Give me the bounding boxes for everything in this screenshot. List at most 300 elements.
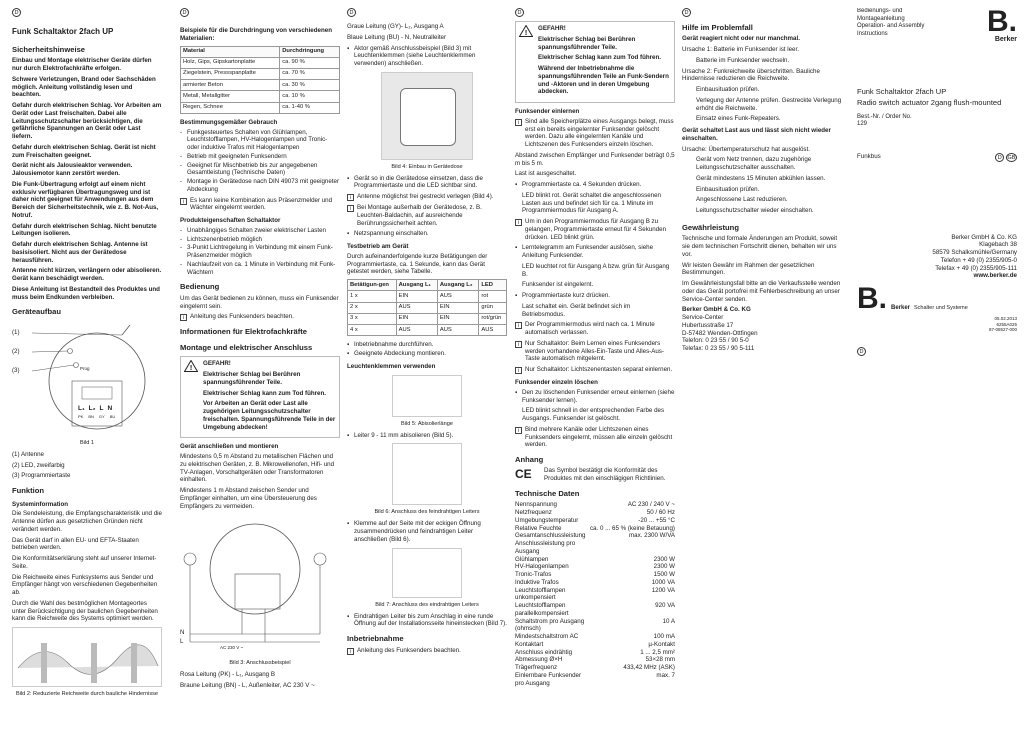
tech-data-heading: Technische Daten <box>515 488 580 498</box>
info-icon: i <box>347 648 354 655</box>
connect-text: Mindestens 0,5 m Abstand zu metallischen Flächen und zu elektrischen Geräten, z. B. Mikrowellenofen, Hifi- und TV-Anlagen, Vorschaltgeräten oder Transformatoren einhalten. <box>180 453 335 484</box>
system-info-text: Die Konformitätserklärung steht auf unserer Internet-Seite. <box>12 555 157 570</box>
figure-2-caption: Bild 2: Reduzierte Reichweite durch bauliche Hindernisse <box>15 691 159 698</box>
wire-desc: Braune Leitung (BN) - L, Außenleiter, AC 230 V ~ <box>180 682 315 690</box>
address-line: Klagebach 38 <box>979 241 1017 249</box>
cell: ca. 10 % <box>280 91 340 102</box>
figure-7-caption: Bild 7: Anschluss des eindrahtigen Leiters <box>375 601 479 608</box>
cell: AUS <box>479 325 507 336</box>
tech-data-table <box>515 501 675 687</box>
info-note <box>515 426 675 449</box>
danger-text: Elektrischer Schlag bei Berühren spannungsführender Teile. <box>203 371 301 386</box>
wire-label-l: L <box>180 638 184 646</box>
mounting-heading: Montage und elektrischer Anschluss <box>180 342 313 352</box>
voltage-label: AC 230 V ~ <box>220 645 244 651</box>
safety-note: Gefahr durch elektrischen Schlag. Gerät ist nicht zum Freischalten geeignet. <box>12 143 156 159</box>
info-note <box>180 197 340 213</box>
safety-note: Diese Anleitung ist Bestandteil des Produktes und muss beim Endkunden verbleiben. <box>12 285 160 301</box>
danger-text: Elektrischer Schlag kann zum Tod führen. <box>203 389 326 397</box>
tech-value: -20 ... +55 °C <box>638 516 675 524</box>
terminal-l1: L₁ <box>78 404 85 412</box>
figure-5-strip <box>392 375 462 417</box>
cell: EIN <box>437 313 478 324</box>
cell: AUS <box>437 291 478 302</box>
tech-value: max. 2300 W/VA <box>629 532 675 540</box>
tech-value: 2300 W <box>653 563 675 571</box>
connect-text: Mindestens 1 m Abstand zwischen Sender und Empfänger einhalten, um eine Übersteuerung des Empfängers zu vermeiden. <box>180 487 317 510</box>
table-row <box>348 291 507 302</box>
connect-heading: Gerät anschließen und montieren <box>180 443 279 451</box>
fix: Angeschlossene Last reduzieren. <box>696 196 788 204</box>
language-d-icon: D <box>682 8 691 17</box>
funkbus-label: Funkbus <box>857 152 881 160</box>
danger-title: GEFAHR! <box>203 360 231 368</box>
list-item: - Nachlaufzeit von ca. 1 Minute in Verbindung mit Funk-Wächtern <box>180 261 340 277</box>
cause: Ursache 1: Batterie im Funksender ist leer. <box>682 46 799 54</box>
note-text: Sind alle Speicherplätze eines Ausgangs belegt, muss erst ein bereits eingelernter Funksender gelöscht werden. Dazu alle eingelernten Kanäle und Lichtszenen des Funksenders einzeln löschen. <box>525 117 674 148</box>
warranty-heading: Gewährleistung <box>682 222 739 232</box>
step-list <box>347 341 507 358</box>
safety-notes <box>12 57 162 301</box>
danger-title: GEFAHR! <box>538 25 566 32</box>
fix: Leitungsschutzschalter wieder einschalten. <box>696 207 814 215</box>
address-line: Telefax: 0 23 55 / 90 5-111 <box>682 345 755 353</box>
callout-prog: (3) <box>12 366 20 374</box>
legend-item: (2) LED, zweifarbig <box>12 461 65 469</box>
test-text: Durch aufeinanderfolgende kurze Betätigungen der Programmiertaste, ca. 1 Sekunde, kann das Gerät getestet werden, siehe Tabelle. <box>347 252 488 276</box>
step-list <box>347 432 507 440</box>
info-icon: i <box>515 427 522 434</box>
column-1 <box>12 8 162 726</box>
tech-label: Trägerfrequenz <box>515 664 558 672</box>
table-row <box>348 302 507 313</box>
table-header: Ausgang L₁ <box>396 280 437 291</box>
fix: Batterie im Funksender wechseln. <box>696 56 790 64</box>
list-item: - Geeignet für Mischbetrieb bis zur angegebenen Gesamtleistung (Technische Daten) <box>180 162 340 178</box>
cause: Ursache 2: Funkreichweite überschritten. Bauliche Hindernisse reduzieren die Reichweite. <box>682 67 820 83</box>
fix: Einbausituation prüfen. <box>696 185 760 193</box>
color-bn: BN <box>88 413 94 419</box>
step: ▪ Klemme auf der Seite mit der eckigen Öffnung zusammendrücken und feindrahtigen Leiter anschließen (Bild 6). <box>347 520 507 543</box>
terminals-heading: Leuchtenklemmen verwenden <box>347 362 436 370</box>
svg-text:!: ! <box>189 365 193 373</box>
cell: rot/grün <box>479 313 507 324</box>
intended-use-list <box>180 129 340 194</box>
terminal-l: L <box>99 404 104 412</box>
note-text: Bind mehrere Kanäle oder Lichtszenen eines Funksenders eingelernt, müssen alle einzeln gelöscht werden. <box>525 425 673 449</box>
info-note <box>180 313 340 321</box>
step-list <box>347 520 507 543</box>
properties-heading: Produkteigenschaften Schaltaktor <box>180 217 281 225</box>
note-text: Es kann keine Kombination aus Präsenzmelder und Wächter eingelernt werden. <box>190 196 333 212</box>
doc-title: Funk Schaltaktor 2fach UP <box>12 27 114 36</box>
product-info <box>857 87 1017 129</box>
system-info-text: Das Gerät darf in allen EU- und EFTA-Staaten betrieben werden. <box>12 536 139 552</box>
tech-label: Umgebungstemperatur <box>515 516 579 524</box>
funkbus-row <box>857 153 1017 162</box>
cell: Holz, Gips, Gipskartonplatte <box>181 57 280 68</box>
legend-item: (3) Programmiertaste <box>12 472 71 480</box>
cell: AUS <box>396 302 437 313</box>
color-bu: BU <box>109 413 116 419</box>
materials-table <box>180 46 340 114</box>
cell: grün <box>479 302 507 313</box>
table-row <box>348 325 507 336</box>
intended-use-heading: Bestimmungsgemäßer Gebrauch <box>180 118 278 126</box>
test-table <box>347 279 507 336</box>
info-note <box>515 321 675 337</box>
wiring-drawing <box>180 514 340 654</box>
order-number: 129 <box>857 121 868 127</box>
table-row <box>181 57 340 68</box>
warning-icon <box>519 25 533 37</box>
cell: EIN <box>396 291 437 302</box>
danger-text: Elektrischer Schlag kann zum Tod führen. <box>538 54 661 62</box>
delete-heading: Funksender einzeln löschen <box>515 379 598 386</box>
safety-note: Schwere Verletzungen, Brand oder Sachschäden möglich. Anleitung vollständig lesen und beachten. <box>12 75 156 99</box>
cell: Metall, Metallgitter <box>181 91 280 102</box>
address-line: 58579 Schalksmühle/Germany <box>932 249 1017 256</box>
tech-value: 1500 W <box>653 571 675 579</box>
step-list <box>347 45 507 68</box>
cover-header <box>857 8 1017 45</box>
help-heading: Hilfe im Problemfall <box>682 23 753 32</box>
result: LED blinkt schnell in der entsprechenden Farbe des Ausgangs. Funksender ist gelöscht. <box>522 407 665 422</box>
table-row <box>181 68 340 79</box>
tech-label: Tronic-Trafos <box>515 571 552 579</box>
cell: armierter Beton <box>181 80 280 91</box>
cell: rot <box>479 291 507 302</box>
language-d-icon: D <box>347 8 356 17</box>
tech-label: HV-Halogenlampen <box>515 563 569 571</box>
column-5 <box>682 8 845 726</box>
callout-led: (2) <box>12 347 20 355</box>
test-heading: Testbetrieb am Gerät <box>347 243 409 251</box>
info-icon: i <box>515 119 522 126</box>
result: Funksender ist eingelernt. <box>522 281 594 289</box>
ce-mark-icon: CE <box>515 467 532 482</box>
cell: ca. 70 % <box>280 68 340 79</box>
cell: 3 x <box>348 313 397 324</box>
step: ▪ Inbetriebnahme durchführen. <box>347 341 507 349</box>
table-header: Ausgang L₂ <box>437 280 478 291</box>
logo-text: Berker <box>994 36 1017 43</box>
properties-list <box>180 227 340 277</box>
tech-value: 2300 W <box>653 555 675 563</box>
info-icon: i <box>347 205 354 212</box>
tech-value: 100 mA <box>653 633 675 641</box>
logo-text: Berker <box>891 304 911 311</box>
appendix-heading: Anhang <box>515 455 544 464</box>
fix: Einbausituation prüfen. <box>696 86 760 94</box>
step: ▪ Geeignete Abdeckung montieren. <box>347 350 507 358</box>
info-icon: i <box>515 219 522 226</box>
fix: Einsatz eines Funk-Repeaters. <box>696 115 781 123</box>
cell: AUS <box>437 325 478 336</box>
step: ▪ Gerät so in die Gerätedose einsetzen, dass die Programmiertaste und die LED sichtbar sind. <box>347 175 507 191</box>
address-line: Telefon + 49 (0) 2355/905-0 <box>940 256 1017 264</box>
table-header: Durchdringung <box>280 46 340 57</box>
doc-type-en: Operation- and Assembly Instructions <box>857 23 925 37</box>
system-info-text: Durch die Wahl des bestmöglichen Montageortes unter Berücksichtigung der baulichen Gegebenheiten kann die Reichweite des Systems optimiert werden. <box>12 599 158 623</box>
note-text: Um in den Programmiermodus für Ausgang B zu gelangen, Programmiertaste erneut für 4 Sekunden drücken. LED blinkt grün. <box>525 218 667 241</box>
danger-text: Vor Arbeiten an Gerät oder Last alle zugehörigen Leitungsschutzschalter freischalten. Spannungsführende Teile in der Umgebung abdecken! <box>203 400 336 431</box>
step-list <box>515 389 675 405</box>
logo-mark: B. <box>987 8 1017 38</box>
column-3 <box>347 8 507 726</box>
table-row <box>181 80 340 91</box>
info-note <box>347 193 507 201</box>
product-name-de: Funk Schaltaktor 2fach UP <box>857 86 947 96</box>
address-line: Hubertusstraße 17 <box>682 321 734 329</box>
info-icon: i <box>347 194 354 201</box>
safety-note: Gefahr durch elektrischen Schlag. Vor Arbeiten am Gerät oder Last freischalten. Dabei alle Leitungsschutzschalter berücksichtigen, die gefährliche Spannungen an Gerät oder Last liefern. <box>12 102 162 141</box>
figure-4-box <box>381 72 473 160</box>
service-address <box>682 306 845 353</box>
info-note <box>347 647 507 655</box>
info-icon: i <box>180 314 187 321</box>
warning-icon <box>184 360 198 372</box>
cell: ca. 1-40 % <box>280 102 340 113</box>
tech-label: Einlernbare Funksender pro Ausgang <box>515 671 582 687</box>
product-name-en: Radio switch actuator 2gang flush-mounted <box>857 98 1002 108</box>
terminal-n: N <box>107 404 113 412</box>
note-text: Antenne möglichst frei gestreckt verlegen (Bild 4). <box>357 193 494 201</box>
column-2 <box>180 8 340 726</box>
step: ▪ Programmiertaste ca. 4 Sekunden drücken. <box>515 181 675 189</box>
operation-heading: Bedienung <box>180 282 220 292</box>
table-row <box>181 102 340 113</box>
color-gy: GY <box>98 413 105 419</box>
list-item: - Lichtszenenbetrieb möglich <box>180 236 340 244</box>
column-cover <box>857 8 1017 726</box>
doc-type-de: Bedienungs- und Montageanleitung <box>857 8 905 22</box>
wire-desc: Rosa Leitung (PK) - L₁, Ausgang B <box>180 671 275 679</box>
step-list <box>515 244 675 260</box>
wire-label-n: N <box>180 629 185 637</box>
step: ▪ Aktor gemäß Anschlussbeispiel (Bild 3) mit Leuchtenklemmen (siehe Leuchtenklemmen verwenden) anschließen. <box>347 45 507 68</box>
cell: ca. 30 % <box>280 80 340 91</box>
range-drawing <box>13 628 161 686</box>
step-list <box>515 292 675 300</box>
safety-note: Gefahr durch elektrischen Schlag. Nicht benutzte Leitungen isolieren. <box>12 222 157 238</box>
legend-item: (1) Antenne <box>12 450 44 458</box>
info-note <box>515 118 675 149</box>
table-header: LED <box>479 280 507 291</box>
learn-heading: Funksender einlernen <box>515 108 580 115</box>
table-header: Material <box>181 46 280 57</box>
tech-value: ca. 0 ... 65 % (keine Betauung) <box>590 524 675 532</box>
step: ▪ Lerntelegramm am Funksender auslösen, siehe Anleitung Funksender. <box>515 244 675 260</box>
figure-6-fine-wire <box>392 443 462 505</box>
terminal-l2: L₂ <box>88 404 96 412</box>
step-list <box>347 613 507 629</box>
address-line: Berker GmbH & Co. KG <box>951 233 1017 241</box>
tech-label: Gesamtanschlussleistung <box>515 532 586 540</box>
list-item: - Montage in Gerätedose nach DIN 49073 mit geeigneter Abdeckung <box>180 178 340 194</box>
tagline: Schalter und Systeme <box>914 305 968 312</box>
terminal-labels <box>78 405 112 413</box>
materials-heading: Beispiele für die Durchdringung von verschiedenen Materialien: <box>180 27 332 42</box>
footer-logo <box>857 282 1017 315</box>
doc-code: 6255A025 <box>996 321 1017 327</box>
tech-value: max. 7 <box>656 671 675 679</box>
figure-1-caption: Bild 1 <box>80 439 94 446</box>
step: ▪ Den zu löschenden Funksender erneut einlernen (siehe Funksender lernen). <box>515 389 675 405</box>
info-icon: i <box>515 341 522 348</box>
text: Abstand zwischen Empfänger und Funksender beträgt 0,5 m bis 5 m. <box>515 151 675 167</box>
device-structure-heading: Geräteaufbau <box>12 307 61 317</box>
tech-value: AC 230 / 240 V ~ <box>627 501 675 509</box>
note-text: Nur Schaltaktor: Lichtszenentasten separat einlernen. <box>525 366 673 373</box>
note-text: Nur Schaltaktor: Beim Lernen eines Funksenders werden vorhandene Alles-Ein-Taste und Alles-Aus-Taste automatisch mitgelernt. <box>525 339 664 363</box>
step-list <box>347 230 507 238</box>
figure-2-range <box>12 627 162 687</box>
danger-text: Während der Inbetriebnahme die spannungsführenden Teile an Funk-Sendern und -Aktoren und in deren Umgebung abdecken. <box>538 65 669 96</box>
safety-heading: Sicherheitshinweise <box>12 45 86 54</box>
company-address <box>857 234 1017 281</box>
cell: ca. 90 % <box>280 57 340 68</box>
info-icon: i <box>515 367 522 374</box>
language-gb-icon: GB <box>1007 154 1016 161</box>
address-line: Service-Center <box>682 314 724 322</box>
cell: AUS <box>396 325 437 336</box>
note-text: Anleitung des Funksenders beachten. <box>190 313 294 321</box>
terminal-colors <box>78 414 115 419</box>
tech-label: Schaltstrom pro Ausgang (ohmsch) <box>515 617 585 633</box>
figure-1-device <box>12 321 162 436</box>
doc-date: 05.02.2013 <box>994 316 1017 321</box>
tech-value: 1 ... 2,5 mm² <box>640 648 675 656</box>
step-list <box>347 175 507 191</box>
table-row <box>181 91 340 102</box>
note-text: Bei Montage außerhalb der Gerätedose, z. B. Leuchten-Baldachin, auf ausreichende Berührungssicherheit achten. <box>357 204 482 227</box>
figure-4-caption: Bild 4: Einbau in Gerätedose <box>391 163 463 170</box>
fix: Verlegung der Antenne prüfen. Gestreckte Verlegung erhöht die Reichweite. <box>696 96 842 112</box>
callout-antenna: (1) <box>12 328 20 336</box>
berker-logo <box>987 8 1017 45</box>
problem: Gerät schaltet Last aus und lässt sich nicht wieder einschalten. <box>682 127 831 142</box>
table-header: Betätigun-gen <box>348 280 397 291</box>
info-note <box>347 204 507 227</box>
cell: EIN <box>396 313 437 324</box>
figure-6-caption: Bild 6: Anschluss des feindrahtigen Leiters <box>374 509 480 516</box>
language-d-icon: D <box>12 8 21 17</box>
order-label: Best.-Nr. / Order No. <box>857 113 912 120</box>
tech-label: Netzfrequenz <box>515 509 552 517</box>
tech-value: 53×28 mm <box>645 656 675 664</box>
tech-label: Nennspannung <box>515 501 557 509</box>
svg-text:!: ! <box>524 30 528 37</box>
info-note <box>515 366 675 374</box>
note-text: Der Programmiermodus wird nach ca. 1 Minute automatisch verlassen. <box>525 321 655 336</box>
result: Last schaltet ein. Gerät befindet sich im Betriebsmodus. <box>522 302 631 318</box>
list-item: - Funkgesteuertes Schalten von Glühlampen, Leuchtstofflampen, HV-Halogenlampen und Tronic- oder induktive Trafos mit Halogenlampen <box>180 129 340 152</box>
step: ▪ Netzspannung einschalten. <box>347 230 507 238</box>
tech-value <box>590 540 675 556</box>
list-item: - Unabhängiges Schalten zweier elektrischer Lasten <box>180 227 340 235</box>
commissioning-heading: Inbetriebnahme <box>347 634 404 644</box>
cell: EIN <box>437 302 478 313</box>
danger-box <box>515 21 675 103</box>
operation-text: Um das Gerät bedienen zu können, muss ein Funksender eingelernt sein. <box>180 294 339 310</box>
tech-value: 50 / 60 Hz <box>646 509 675 517</box>
tech-value: 920 VA <box>655 602 675 610</box>
tech-label: Leuchtstofflampen unkompensiert <box>515 586 566 602</box>
tech-label: Abmessung Ø×H <box>515 656 563 664</box>
doc-code: 87-08527-000 <box>988 327 1017 333</box>
info-note <box>515 340 675 363</box>
tech-label: Kontaktart <box>515 640 544 648</box>
result: LED blinkt rot. Gerät schaltet die angeschlossenen Lasten aus und befindet sich für ca. 1 Minute im Programmiermodus für Ausgang A. <box>522 191 661 215</box>
safety-note: Gerät nicht als Jalousieaktor verwenden. Jalousiemotor kann zerstört werden. <box>12 162 133 178</box>
cause: Ursache: Übertemperaturschutz hat ausgelöst. <box>682 145 810 153</box>
fix: Gerät mindestens 15 Minuten abkühlen lassen. <box>696 174 826 182</box>
problem: Gerät reagiert nicht oder nur manchmal. <box>682 35 800 43</box>
tech-label: Anschluss eindrähtig <box>515 648 573 656</box>
step: ▪ Eindrahtigen Leiter bis zum Anschlag in eine runde Öffnung auf der Installationsseite hineinstecken (Bild 7). <box>347 613 507 629</box>
wire-desc: Blaue Leitung (BU) - N, Neutralleiter <box>347 33 447 41</box>
logo-mark: B. <box>857 282 887 315</box>
step: ▪ Programmiertaste kurz drücken. <box>515 292 675 300</box>
website: www.berker.de <box>973 272 1017 280</box>
system-info-text: Die Reichweite eines Funksystems aus Sender und Empfänger hängt von verschiedenen Gegebenheiten ab. <box>12 573 158 597</box>
system-info-text: Die Sendeleistung, die Empfangscharakteristik und die Antenne dürfen aus gesetzlichen Gründen nicht verändert werden. <box>12 510 162 533</box>
danger-text: Elektrischer Schlag bei Berühren spannungsführender Teile. <box>538 35 636 51</box>
cell: Ziegelstein, Pressspanplatte <box>181 68 280 79</box>
info-note <box>515 218 675 241</box>
address-line: Berker GmbH & Co. KG <box>682 306 751 314</box>
figure-5-caption: Bild 5: Abisolierlänge <box>401 420 453 427</box>
figure-3-wiring <box>180 514 340 656</box>
step: ▪ Leiter 9 - 11 mm abisolieren (Bild 5). <box>347 432 507 440</box>
tech-label: Mindestschaltstrom AC <box>515 633 579 641</box>
language-d-icon: D <box>857 347 866 356</box>
prog-label: Prog <box>80 365 90 371</box>
tech-value: 10 A <box>662 617 675 625</box>
cell: 4 x <box>348 325 397 336</box>
cell: 1 x <box>348 291 397 302</box>
address-line: Telefon: 0 23 55 / 90 5-0 <box>682 337 749 345</box>
list-item: - Betrieb mit geeigneten Funksendern <box>180 153 340 161</box>
cell: Regen, Schnee <box>181 102 280 113</box>
tech-value: 1200 VA <box>651 586 675 594</box>
danger-box <box>180 356 340 438</box>
color-pk: PK <box>78 413 84 419</box>
cell: 2 x <box>348 302 397 313</box>
tech-label: Anschlussleistung pro Ausgang <box>515 540 576 555</box>
address-line: Telefax + 49 (0) 2355/905-111 <box>935 264 1017 272</box>
tech-label: Relative Feuchte <box>515 524 562 532</box>
info-icon: i <box>180 198 187 205</box>
electricians-heading: Informationen für Elektrofachkräfte <box>180 327 308 337</box>
fix: Gerät vom Netz trennen, dazu zugehörige Leitungsschutzschalter ausschalten. <box>696 156 812 172</box>
safety-note: Die Funk-Übertragung erfolgt auf einem nicht exklusiv verfügbaren Übertragungsweg und ist daher nicht geeignet für Anwendungen aus dem Bereich der Sicherheitstechnik, wie z. B. Not-Aus, Notruf. <box>12 180 159 219</box>
tech-value: 433,42 MHz (ASK) <box>623 664 675 672</box>
doc-codes <box>857 316 1017 333</box>
tech-value: µ-Kontakt <box>648 640 675 648</box>
system-info-heading: Systeminformation <box>12 500 69 508</box>
warranty-text: Wir leisten Gewähr im Rahmen der gesetzlichen Bestimmungen. <box>682 261 815 277</box>
address-line: D-57482 Wenden-Ottfingen <box>682 329 758 337</box>
tech-label: Leuchtstofflampen parallelkompensiert <box>515 602 569 617</box>
result: LED leuchtet rot für Ausgang A bzw. grün für Ausgang B. <box>522 262 670 278</box>
table-row <box>348 313 507 324</box>
tech-value: 1000 VA <box>651 578 675 586</box>
column-4 <box>515 8 675 726</box>
tech-label: Glühlampen <box>515 555 549 563</box>
language-d-icon: D <box>180 8 189 17</box>
